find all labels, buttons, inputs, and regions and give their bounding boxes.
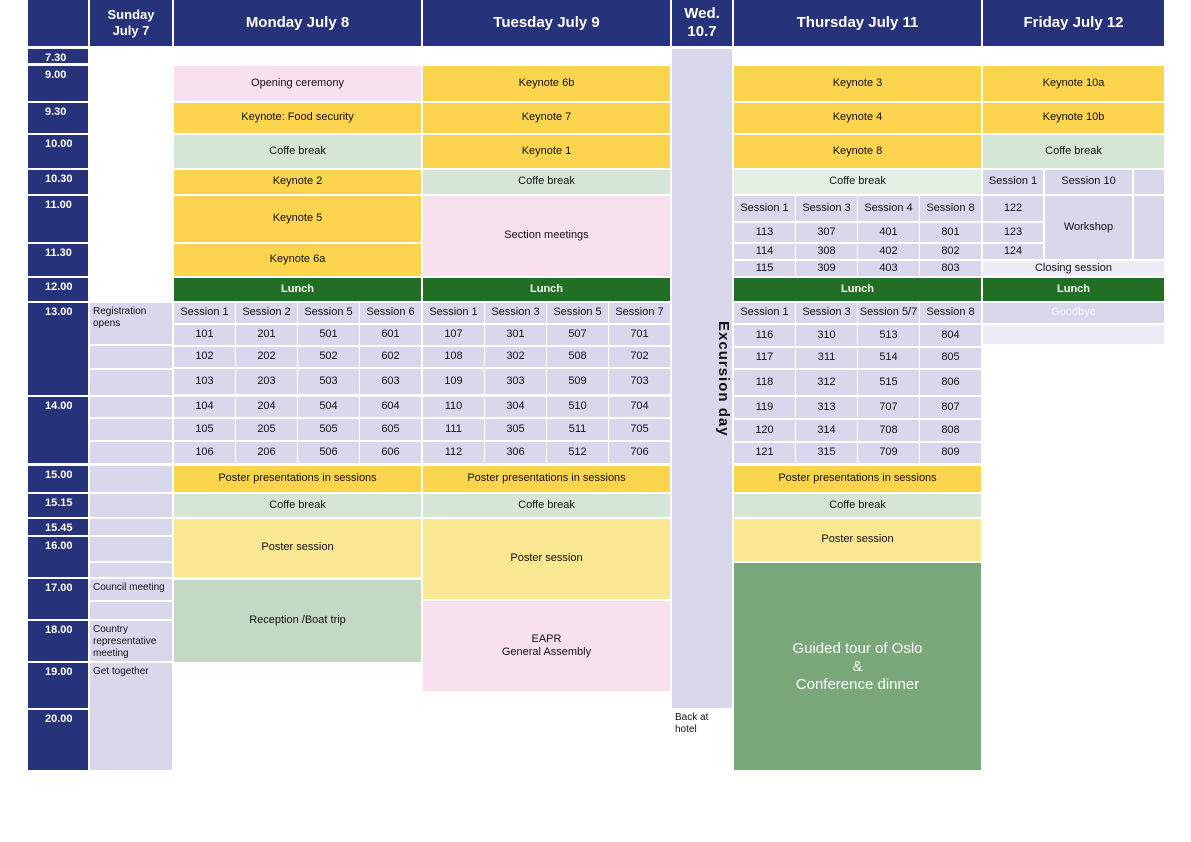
- session-code: 804: [920, 325, 981, 346]
- session-code: 204: [236, 397, 297, 417]
- time-label: 13.00: [28, 303, 88, 395]
- session-code: 114: [734, 244, 795, 259]
- header-monday: Monday July 8: [174, 0, 421, 46]
- closing-session: Closing session: [983, 261, 1164, 276]
- lunch: Lunch: [174, 278, 421, 301]
- time-label: 7.30: [28, 49, 88, 63]
- session-code: 703: [609, 369, 670, 394]
- time-label: 10.00: [28, 135, 88, 168]
- session-code: 606: [360, 442, 421, 463]
- session-code: 801: [920, 223, 981, 242]
- time-label: 20.00: [28, 710, 88, 770]
- session-header: Session 1: [423, 303, 484, 323]
- session-code: 514: [858, 348, 919, 368]
- reception-boat-trip: Reception /Boat trip: [174, 580, 421, 662]
- session-code: 303: [485, 369, 546, 394]
- session-code: 603: [360, 369, 421, 394]
- keynote-10a: Keynote 10a: [983, 66, 1164, 101]
- session-code: 203: [236, 369, 297, 394]
- session-code: 402: [858, 244, 919, 259]
- session-code: 708: [858, 420, 919, 441]
- session-code: 205: [236, 419, 297, 440]
- time-label: 15.00: [28, 466, 88, 492]
- poster-session: Poster session: [174, 519, 421, 577]
- sunday-slot: [90, 466, 172, 492]
- keynote-food-security: Keynote: Food security: [174, 103, 421, 133]
- session-code: 504: [298, 397, 359, 417]
- sunday-slot: [90, 519, 172, 535]
- sunday-slot: [90, 370, 172, 395]
- session-code: 512: [547, 442, 608, 463]
- poster-presentations: Poster presentations in sessions: [734, 466, 981, 492]
- session-header: Session 1: [734, 196, 795, 221]
- session-header: Session 8: [920, 303, 981, 323]
- header-corner: [28, 0, 88, 46]
- session-code: 805: [920, 348, 981, 368]
- session-code: 605: [360, 419, 421, 440]
- session-code: 511: [547, 419, 608, 440]
- coffee-break: Coffe break: [983, 135, 1164, 168]
- session-code: 507: [547, 325, 608, 345]
- coffee-break: Coffe break: [174, 135, 421, 168]
- session-code: 808: [920, 420, 981, 441]
- time-label: 10.30: [28, 170, 88, 194]
- time-label: 11.00: [28, 196, 88, 242]
- session-code: 118: [734, 370, 795, 395]
- sunday-slot: [90, 442, 172, 463]
- session-code: 107: [423, 325, 484, 345]
- coffee-break: Coffe break: [734, 170, 981, 194]
- sunday-slot: [90, 346, 172, 368]
- session-header: Session 3: [796, 196, 857, 221]
- keynote-10b: Keynote 10b: [983, 103, 1164, 133]
- session-code: 310: [796, 325, 857, 346]
- opening-ceremony: Opening ceremony: [174, 66, 421, 101]
- time-label: 19.00: [28, 663, 88, 708]
- session-code: 509: [547, 369, 608, 394]
- session-code: 313: [796, 397, 857, 418]
- country-rep-meeting-cell: Country representative meeting: [90, 621, 172, 661]
- session-code: 807: [920, 397, 981, 418]
- session-code: 401: [858, 223, 919, 242]
- session-header: Session 2: [236, 303, 297, 323]
- session-header: Session 5: [298, 303, 359, 323]
- sunday-slot: [90, 494, 172, 517]
- session-code: 701: [609, 325, 670, 345]
- session-header: Session 5/7: [858, 303, 919, 323]
- session-code: 308: [796, 244, 857, 259]
- session-code: 101: [174, 325, 235, 345]
- session-code: 311: [796, 348, 857, 368]
- session-code: 115: [734, 261, 795, 276]
- eapr-general-assembly: EAPR General Assembly: [423, 601, 670, 691]
- header-tuesday: Tuesday July 9: [423, 0, 670, 46]
- session-code: 301: [485, 325, 546, 345]
- keynote-2: Keynote 2: [174, 170, 421, 194]
- session-code: 704: [609, 397, 670, 417]
- friday-session-1: Session 1: [983, 170, 1043, 194]
- session-code: 515: [858, 370, 919, 395]
- keynote-6a: Keynote 6a: [174, 244, 421, 276]
- session-code: 116: [734, 325, 795, 346]
- lunch: Lunch: [423, 278, 670, 301]
- keynote-8: Keynote 8: [734, 135, 981, 168]
- session-code: 602: [360, 347, 421, 367]
- keynote-3: Keynote 3: [734, 66, 981, 101]
- session-code: 312: [796, 370, 857, 395]
- sunday-slot: [90, 563, 172, 577]
- get-together-cell: Get together: [90, 663, 172, 770]
- excursion-day: Excursion day: [672, 49, 732, 708]
- session-code: 306: [485, 442, 546, 463]
- session-code: 604: [360, 397, 421, 417]
- header-thursday: Thursday July 11: [734, 0, 981, 46]
- session-code: 506: [298, 442, 359, 463]
- session-code: 806: [920, 370, 981, 395]
- back-at-hotel: Back at hotel: [675, 712, 709, 735]
- session-code: 201: [236, 325, 297, 345]
- session-code: 103: [174, 369, 235, 394]
- session-header: Session 1: [174, 303, 235, 323]
- session-code: 120: [734, 420, 795, 441]
- session-code: 705: [609, 419, 670, 440]
- registration-cell: Registration opens: [90, 303, 172, 344]
- session-code: 803: [920, 261, 981, 276]
- session-header: Session 6: [360, 303, 421, 323]
- coffee-break: Coffe break: [174, 494, 421, 517]
- session-code: 108: [423, 347, 484, 367]
- goodbye: Goodbye: [983, 303, 1164, 323]
- poster-session: Poster session: [734, 519, 981, 561]
- session-code: 314: [796, 420, 857, 441]
- session-code: 802: [920, 244, 981, 259]
- session-code: 122: [983, 196, 1043, 221]
- session-header: Session 5: [547, 303, 608, 323]
- coffee-break: Coffe break: [423, 494, 670, 517]
- keynote-4: Keynote 4: [734, 103, 981, 133]
- session-code: 315: [796, 443, 857, 463]
- session-code: 501: [298, 325, 359, 345]
- keynote-1: Keynote 1: [423, 135, 670, 168]
- coffee-break: Coffe break: [423, 170, 670, 194]
- session-code: 809: [920, 443, 981, 463]
- session-code: 112: [423, 442, 484, 463]
- session-header: Session 1: [734, 303, 795, 323]
- session-code: 206: [236, 442, 297, 463]
- session-code: 106: [174, 442, 235, 463]
- coffee-break: Coffe break: [734, 494, 981, 517]
- guided-tour-conference-dinner: Guided tour of Oslo & Conference dinner: [734, 563, 981, 770]
- session-code: 121: [734, 443, 795, 463]
- lunch: Lunch: [734, 278, 981, 301]
- friday-slot: [983, 325, 1164, 344]
- time-label: 15.45: [28, 519, 88, 535]
- keynote-7: Keynote 7: [423, 103, 670, 133]
- session-code: 111: [423, 419, 484, 440]
- session-code: 117: [734, 348, 795, 368]
- time-label: 18.00: [28, 621, 88, 661]
- session-header: Session 7: [609, 303, 670, 323]
- sunday-slot: [90, 602, 172, 619]
- workshop: Workshop: [1045, 196, 1132, 259]
- session-header: Session 3: [796, 303, 857, 323]
- time-label: 17.00: [28, 579, 88, 619]
- lunch: Lunch: [983, 278, 1164, 301]
- session-code: 124: [983, 244, 1043, 259]
- session-code: 113: [734, 223, 795, 242]
- time-label: 15.15: [28, 494, 88, 517]
- poster-presentations: Poster presentations in sessions: [423, 466, 670, 492]
- session-code: 305: [485, 419, 546, 440]
- session-code: 123: [983, 223, 1043, 242]
- time-label: 16.00: [28, 537, 88, 577]
- sunday-slot: [90, 419, 172, 440]
- keynote-5: Keynote 5: [174, 196, 421, 242]
- sunday-slot: [90, 397, 172, 417]
- session-code: 502: [298, 347, 359, 367]
- time-label: 11.30: [28, 244, 88, 276]
- friday-session-10: Session 10: [1045, 170, 1132, 194]
- session-code: 304: [485, 397, 546, 417]
- council-meeting-cell: Council meeting: [90, 579, 172, 600]
- time-label: 14.00: [28, 397, 88, 463]
- session-code: 202: [236, 347, 297, 367]
- keynote-6b: Keynote 6b: [423, 66, 670, 101]
- session-code: 706: [609, 442, 670, 463]
- session-header: Session 4: [858, 196, 919, 221]
- poster-presentations: Poster presentations in sessions: [174, 466, 421, 492]
- time-label: 9.30: [28, 103, 88, 133]
- session-code: 119: [734, 397, 795, 418]
- session-code: 309: [796, 261, 857, 276]
- session-code: 105: [174, 419, 235, 440]
- session-code: 505: [298, 419, 359, 440]
- session-code: 707: [858, 397, 919, 418]
- session-code: 503: [298, 369, 359, 394]
- session-code: 403: [858, 261, 919, 276]
- session-code: 510: [547, 397, 608, 417]
- poster-session: Poster session: [423, 519, 670, 599]
- section-meetings: Section meetings: [423, 196, 670, 276]
- friday-slot: [1134, 196, 1164, 259]
- session-code: 601: [360, 325, 421, 345]
- session-code: 102: [174, 347, 235, 367]
- header-sunday: Sunday July 7: [90, 0, 172, 46]
- friday-slot: [1134, 170, 1164, 194]
- session-code: 702: [609, 347, 670, 367]
- time-label: 12.00: [28, 278, 88, 301]
- session-code: 104: [174, 397, 235, 417]
- session-header: Session 8: [920, 196, 981, 221]
- session-code: 513: [858, 325, 919, 346]
- sunday-slot: [90, 537, 172, 561]
- session-code: 302: [485, 347, 546, 367]
- header-wednesday: Wed. 10.7: [672, 0, 732, 46]
- session-header: Session 3: [485, 303, 546, 323]
- header-friday: Friday July 12: [983, 0, 1164, 46]
- session-code: 709: [858, 443, 919, 463]
- time-label: 9.00: [28, 66, 88, 101]
- session-code: 508: [547, 347, 608, 367]
- session-code: 109: [423, 369, 484, 394]
- session-code: 110: [423, 397, 484, 417]
- session-code: 307: [796, 223, 857, 242]
